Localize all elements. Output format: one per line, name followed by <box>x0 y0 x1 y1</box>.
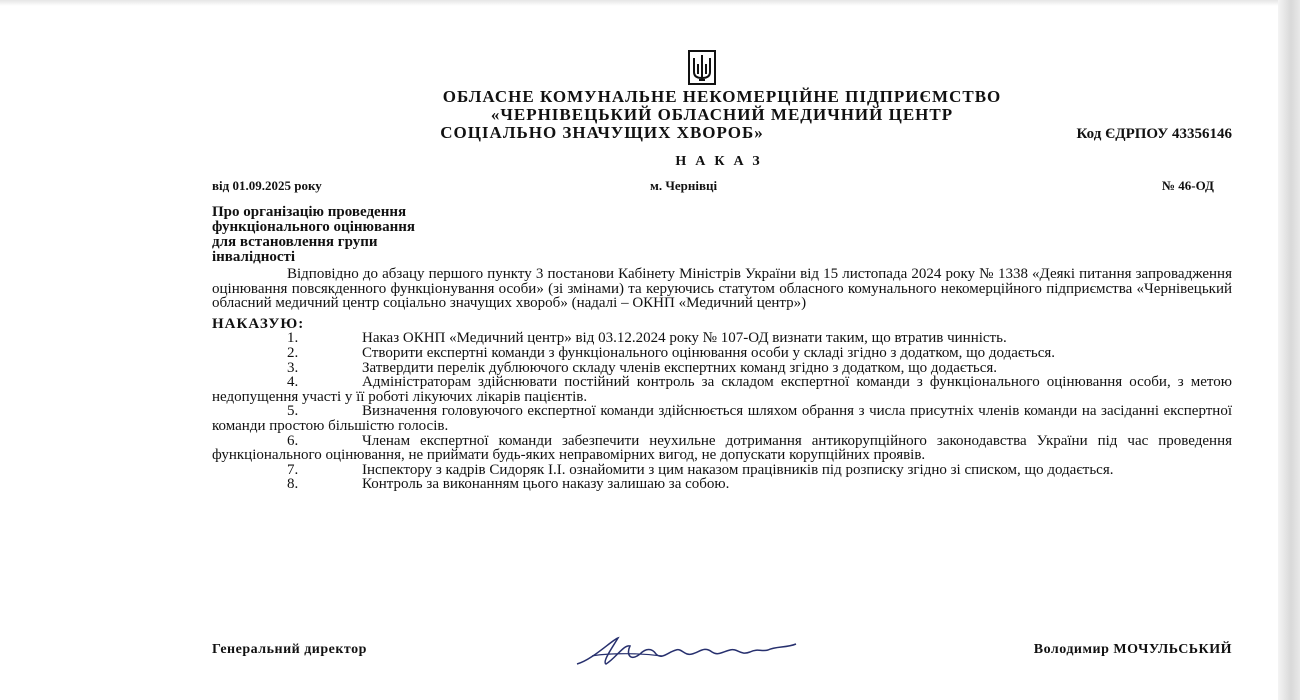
order-date: від 01.09.2025 року <box>212 178 322 193</box>
item-text: Членам експертної команди забезпечити неухильне дотримання антикорупційного законодавства України під час проведення функціонального оцінювання, не приймати будь-яких неправомірних вигод, не допускати корупційних проявів. <box>212 432 1232 464</box>
document-page <box>212 48 1232 688</box>
item-number: 8. <box>287 476 299 493</box>
item-number: 4. <box>287 374 299 391</box>
item-text: Наказ ОКНП «Медичний центр» від 03.12.2024 року № 107-ОД визнати таким, що втратив чинність. <box>362 330 1007 347</box>
order-item <box>212 463 1232 478</box>
signer-position: Генеральний директор <box>212 642 367 657</box>
order-item <box>212 346 1232 361</box>
item-number: 6. <box>287 432 299 449</box>
signer-name: Володимир МОЧУЛЬСЬКИЙ <box>1033 642 1232 657</box>
org-name-line-1: ОБЛАСНЕ КОМУНАЛЬНЕ НЕКОМЕРЦІЙНЕ ПІДПРИЄМСТВО <box>442 87 1002 106</box>
subject-line: інвалідності <box>212 249 296 265</box>
subject-line: Про організацію проведення <box>212 204 407 220</box>
signature-block <box>212 640 1232 680</box>
org-name-line-3: СОЦІАЛЬНО ЗНАЧУЩИХ ХВОРОБ» <box>440 123 764 142</box>
order-items <box>212 331 1232 492</box>
order-item <box>212 477 1232 492</box>
order-body <box>212 267 1232 492</box>
order-item <box>212 361 1232 376</box>
order-item <box>212 404 1232 433</box>
org-name-line-2: «ЧЕРНІВЕЦЬКИЙ ОБЛАСНИЙ МЕДИЧНИЙ ЦЕНТР <box>490 105 954 124</box>
scan-edge-right <box>1278 0 1300 700</box>
order-heading: НАКАЗУЮ: <box>212 315 305 332</box>
trident-emblem-icon <box>682 50 722 86</box>
item-number: 1. <box>287 330 299 347</box>
order-item <box>212 375 1232 404</box>
item-number: 2. <box>287 344 299 361</box>
item-text: Інспектору з кадрів Сидоряк І.І. ознайомити з цим наказом працівників під розписку згідно зі списком, що додається. <box>362 461 1114 478</box>
item-text: Адміністраторам здійснювати постійний контроль за складом експертної команди з функціонального оцінювання особи, з метою недопущення участі у її роботі лікуючих лікарів пацієнтів. <box>212 374 1232 405</box>
subject-line: для встановлення групи <box>212 234 378 250</box>
order-number: № 46-ОД <box>1161 178 1214 193</box>
item-text: Визначення головуючого експертної команди здійснюється шляхом обрання з числа присутніх членів команди на засіданні експертної команди простою більшістю голосів. <box>212 403 1232 434</box>
subject-line: функціонального оцінювання <box>212 219 415 235</box>
item-number: 7. <box>287 461 299 478</box>
order-item <box>212 434 1232 463</box>
order-subject <box>212 205 632 265</box>
handwritten-signature-icon <box>572 634 822 670</box>
order-title: НАКАЗ <box>675 154 769 169</box>
item-number: 5. <box>287 403 299 420</box>
order-item <box>212 331 1232 346</box>
item-text: Контроль за виконанням цього наказу залишаю за собою. <box>362 476 730 493</box>
item-text: Створити експертні команди з функціонального оцінювання особи у складі згідно з додатком, що додається. <box>362 344 1056 361</box>
order-city: м. Чернівці <box>650 178 718 193</box>
edrpou-code: Код ЄДРПОУ 43356146 <box>1076 126 1232 142</box>
item-number: 3. <box>287 359 299 376</box>
order-meta-row <box>212 178 1214 196</box>
scan-edge-top <box>0 0 1278 6</box>
preamble-paragraph: Відповідно до абзацу першого пункту 3 постанови Кабінету Міністрів України від 15 листопада 2024 року № 1338 «Деякі питання запровадження оцінювання повсякденного функціонування особи» (зі змінами) та керуючись статутом обласного комунального некомерційного підприємства «Чернівецький обласний медичний центр соціально значущих хвороб» (надалі – ОКНП «Медичний центр») <box>212 266 1232 312</box>
item-text: Затвердити перелік дублюючого складу членів експертних команд згідно з додатком, що додається. <box>362 359 998 376</box>
